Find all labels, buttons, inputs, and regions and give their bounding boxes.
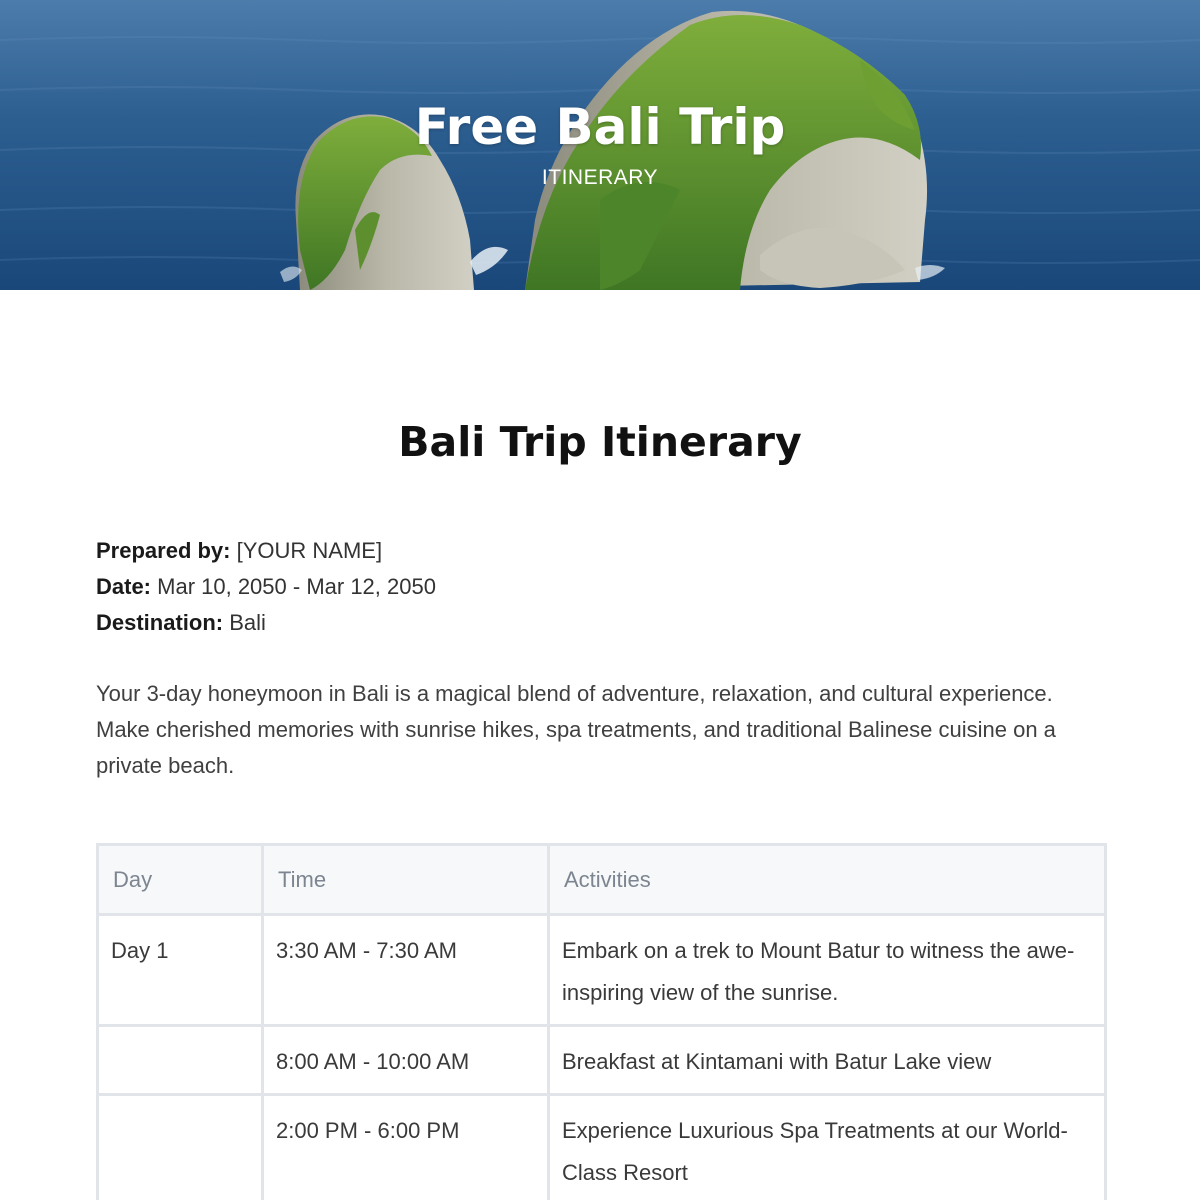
cell-activity: Breakfast at Kintamani with Batur Lake view: [549, 1026, 1106, 1095]
meta-label: Destination:: [96, 610, 224, 635]
column-header-activities: Activities: [549, 845, 1106, 915]
cell-activity: Experience Luxurious Spa Treatments at our World-Class Resort: [549, 1095, 1106, 1200]
meta-date: [96, 569, 436, 605]
cell-time: 8:00 AM - 10:00 AM: [263, 1026, 549, 1095]
cell-day: Day 1: [98, 915, 263, 1026]
table-row: [98, 915, 1106, 1026]
table-header-row: [98, 845, 1106, 915]
page-title: Bali Trip Itinerary: [398, 418, 802, 466]
column-header-time: Time: [263, 845, 549, 915]
meta-value: Mar 10, 2050 - Mar 12, 2050: [151, 574, 436, 599]
hero-subtitle: ITINERARY: [541, 166, 659, 189]
cell-activity: Embark on a trek to Mount Batur to witness the awe-inspiring view of the sunrise.: [549, 915, 1106, 1026]
cell-day: [98, 1095, 263, 1200]
meta-value: Bali: [223, 610, 266, 635]
intro-paragraph: Your 3-day honeymoon in Bali is a magical blend of adventure, relaxation, and cultural experience. Make cherished memories with sunrise hikes, spa treatments, and traditional Balinese cuisine on a private beach.: [96, 681, 1056, 778]
meta-label: Date:: [96, 574, 152, 599]
cell-time: 3:30 AM - 7:30 AM: [263, 915, 549, 1026]
hero-banner: [0, 0, 1200, 290]
meta-value: [YOUR NAME]: [230, 538, 383, 563]
cell-day: [98, 1026, 263, 1095]
meta-prepared-by: [96, 533, 436, 569]
meta-block: [96, 533, 436, 641]
table-row: [98, 1095, 1106, 1200]
hero-title: Free Bali Trip: [414, 98, 786, 156]
table-row: [98, 1026, 1106, 1095]
column-header-day: Day: [98, 845, 263, 915]
meta-label: Prepared by:: [96, 538, 231, 563]
cell-time: 2:00 PM - 6:00 PM: [263, 1095, 549, 1200]
itinerary-table: [96, 843, 1107, 1200]
meta-destination: [96, 605, 436, 641]
